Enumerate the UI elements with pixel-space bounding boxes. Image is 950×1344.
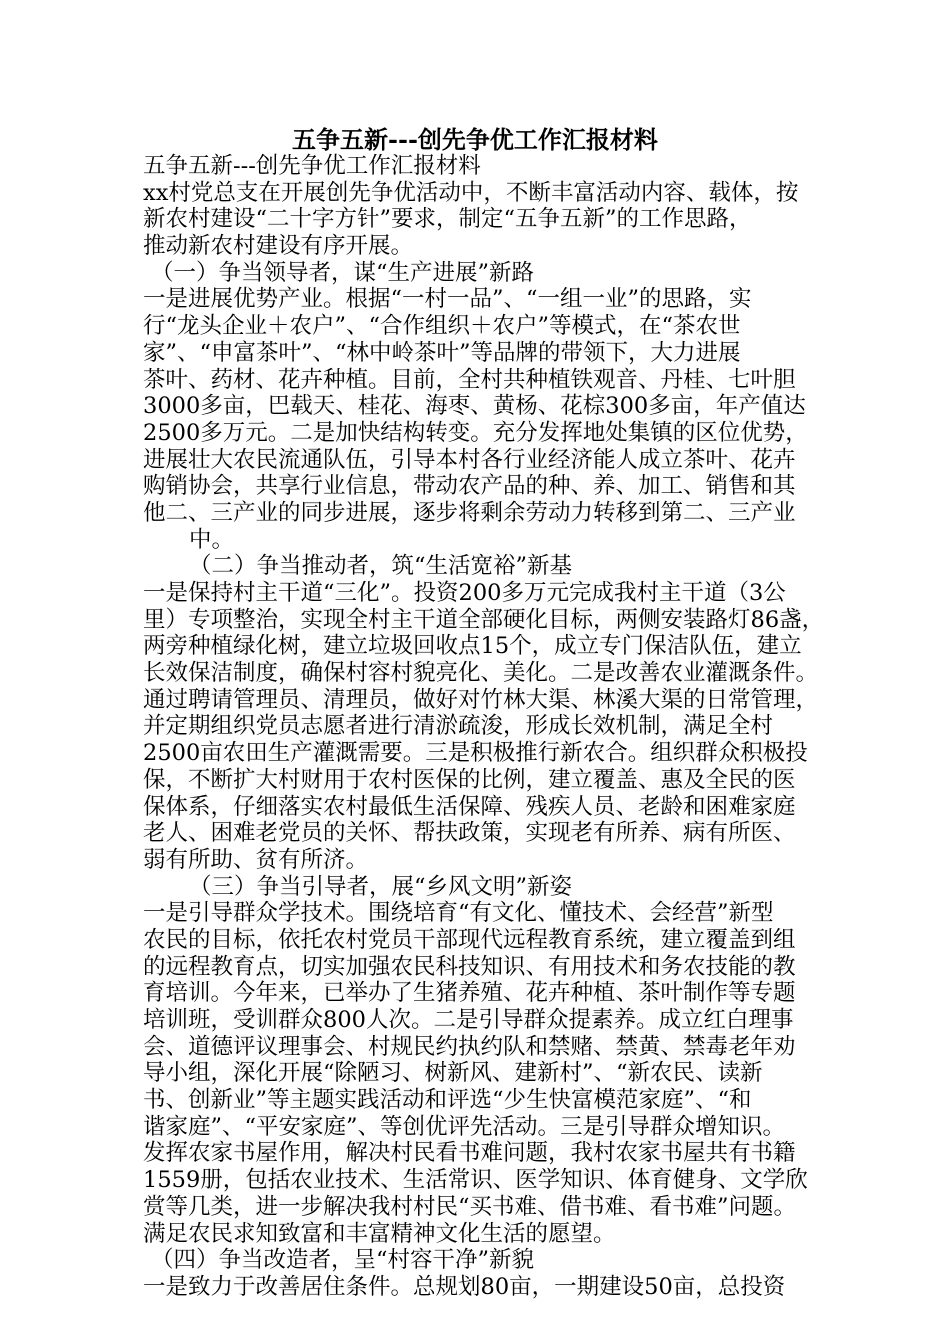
text-line: 2500多万元。二是加快结构转变。充分发挥地处集镇的区位优势， <box>143 419 808 446</box>
text-line: 会、道德评议理事会、村规民约执约队和禁赌、禁黄、禁毒老年劝 <box>143 1033 796 1060</box>
text-line: 满足农民求知致富和丰富精神文化生活的愿望。 <box>143 1220 616 1247</box>
text-line: 通过聘请管理员、清理员，做好对竹林大渠、林溪大渠的日常管理， <box>143 686 819 713</box>
section-heading: （一）争当领导者，谋“生产进展”新路 <box>151 259 535 286</box>
section-heading: （三）争当引导者，展“乡风文明”新姿 <box>189 873 573 900</box>
text-line: 两旁种植绿化树，建立垃圾回收点15个，成立专门保洁队伍，建立 <box>143 633 802 660</box>
text-line: 购销协会，共享行业信息，带动农产品的种、养、加工、销售和其 <box>143 473 796 500</box>
text-line: 并定期组织党员志愿者进行清淤疏浚，形成长效机制，满足全村 <box>143 713 774 740</box>
text-line: 中。 <box>189 526 235 553</box>
text-line: 书、创新业”等主题实践活动和评选“少生快富模范家庭”、“和 <box>143 1087 752 1114</box>
text-line: 茶叶、药材、花卉种植。目前，全村共种植铁观音、丹桂、七叶胆 <box>143 366 796 393</box>
document-title: 五争五新---创先争优工作汇报材料 <box>292 125 658 154</box>
text-line: 1559册，包括农业技术、生活常识、医学知识、体育健身、文学欣 <box>143 1167 808 1194</box>
text-line: 的远程教育点，切实加强农民科技知识、有用技术和务农技能的教 <box>143 953 796 980</box>
text-line: 育培训。今年来，已举办了生猪养殖、花卉种植、茶叶制作等专题 <box>143 980 796 1007</box>
text-line: 新农村建设“二十字方针”要求，制定“五争五新”的工作思路， <box>143 206 752 233</box>
text-line: 弱有所助、贫有所济。 <box>143 846 369 873</box>
text-line: 3000多亩，巴载天、桂花、海枣、黄杨、花棕300多亩，年产值达 <box>143 393 806 420</box>
section-heading: （四）争当改造者，呈“村容干净”新貌 <box>151 1247 535 1274</box>
text-line: 保体系，仔细落实农村最低生活保障、残疾人员、老龄和困难家庭 <box>143 793 796 820</box>
text-line: 保，不断扩大村财用于农村医保的比例，建立覆盖、惠及全民的医 <box>143 766 796 793</box>
text-line: 推动新农村建设有序开展。 <box>143 233 414 260</box>
text-line: 长效保洁制度，确保村容村貌亮化、美化。二是改善农业灌溉条件。 <box>143 660 819 687</box>
text-line: xx村党总支在开展创先争优活动中，不断丰富活动内容、载体，按 <box>143 179 799 206</box>
text-line: 谐家庭”、“平安家庭”、等创优评先活动。三是引导群众增知识。 <box>143 1113 786 1140</box>
text-line: 里）专项整治，实现全村主干道全部硬化目标，两侧安装路灯86盏， <box>143 606 825 633</box>
text-line: 他二、三产业的同步进展，逐步将剩余劳动力转移到第二、三产业 <box>143 499 796 526</box>
text-line: 赏等几类，进一步解决我村村民“买书难、借书难、看书难”问题。 <box>143 1193 797 1220</box>
text-line: 家”、“申富茶叶”、“林中岭茶叶”等品牌的带领下，大力进展 <box>143 339 741 366</box>
text-line: 行“龙头企业＋农户”、“合作组织＋农户”等模式，在“茶农世 <box>143 313 741 340</box>
document-body <box>143 153 823 1301</box>
text-line: 一是保持村主干道“三化”。投资200多万元完成我村主干道（3公 <box>143 580 786 606</box>
text-line: 一是进展优势产业。根据“一村一品”、“一组一业”的思路，实 <box>143 286 752 313</box>
text-line: 一是致力于改善居住条件。总规划80亩，一期建设50亩，总投资 <box>143 1273 786 1300</box>
text-line: 老人、困难老党员的关怀、帮扶政策，实现老有所养、病有所医、 <box>143 820 796 847</box>
text-line: 一是引导群众学技术。围绕培育“有文化、懂技术、会经营”新型 <box>143 900 774 927</box>
text-line: 五争五新---创先争优工作汇报材料 <box>143 153 481 179</box>
text-line: 培训班，受训群众800人次。二是引导群众提素养。成立红白理事 <box>143 1007 794 1033</box>
text-line: 发挥农家书屋作用，解决村民看书难问题，我村农家书屋共有书籍 <box>143 1140 796 1167</box>
section-heading: （二）争当推动者，筑“生活宽裕”新基 <box>189 553 573 580</box>
text-line: 农民的目标，依托农村党员干部现代远程教育系统，建立覆盖到组 <box>143 926 796 953</box>
text-line: 2500亩农田生产灌溉需要。三是积极推行新农合。组织群众积极投 <box>143 740 808 767</box>
text-line: 导小组，深化开展“除陋习、树新风、建新村”、“新农民、读新 <box>143 1060 763 1087</box>
text-line: 进展壮大农民流通队伍，引导本村各行业经济能人成立茶叶、花卉 <box>143 446 796 473</box>
